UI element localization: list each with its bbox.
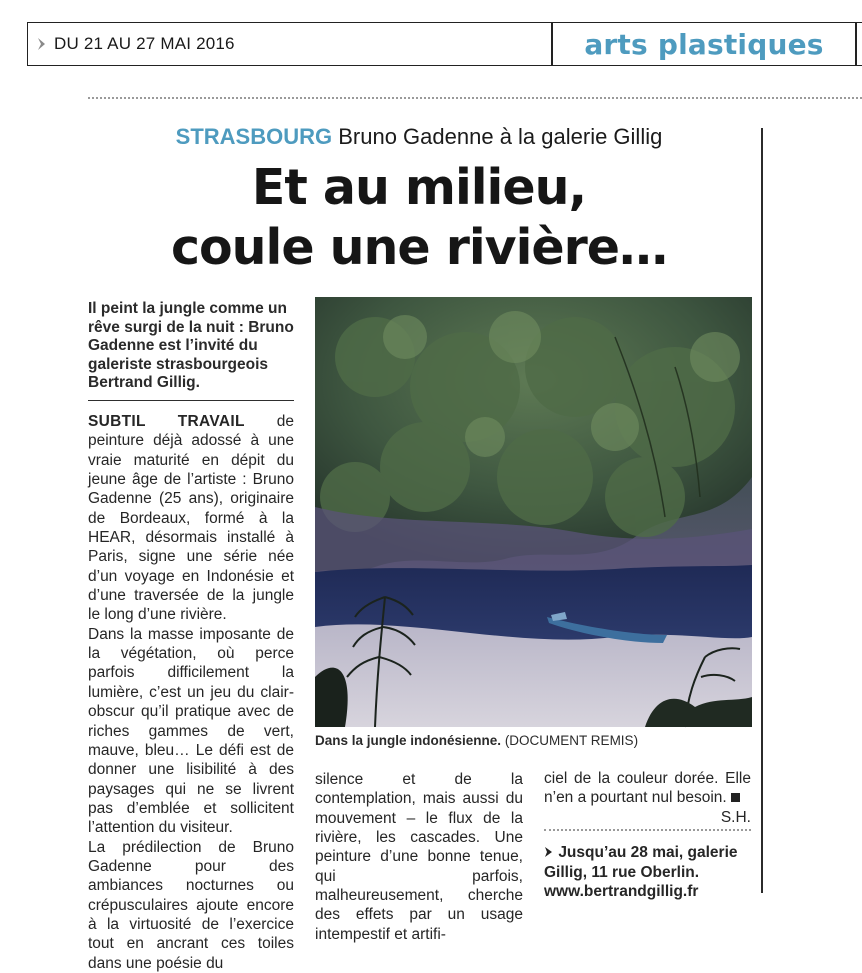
dotted-separator — [88, 97, 862, 99]
issue-date-box — [28, 23, 551, 65]
info-url[interactable]: www.bertrandgillig.fr — [544, 883, 699, 900]
body-paragraph-5 — [544, 769, 751, 808]
body-text-end: ciel de la couleur dorée. Elle n’en a pourtant nul besoin. — [544, 770, 751, 807]
body-text: de peinture déjà adossé à une vraie maturité en dépit du jeune âge de l’artiste : Bruno Gadenne (25 ans), originaire de Bordeaux, formé à la HEAR, désormais installé à Paris, signe une série née d’un voyage en Indonésie et d’une traversée de la jungle le long d’une rivière. — [88, 413, 294, 624]
headline — [88, 158, 750, 278]
caption-credit: (DOCUMENT REMIS) — [504, 733, 639, 748]
body-paragraph-3: La prédilection de Bruno Gadenne pour des ambiances nocturnes ou crépusculaires ajoute encore à la virtuosité de l’exercice tout en ancrant ces toiles dans une poésie du — [88, 838, 294, 972]
header-bar — [27, 22, 862, 66]
caption-text: Dans la jungle indonésienne. — [315, 733, 502, 748]
info-separator — [544, 829, 751, 831]
body-column-2 — [315, 770, 523, 944]
painting-image — [315, 297, 752, 727]
body-paragraph-2: Dans la masse imposante de la végétation, où perce parfois difficilement la lumière, c’est un jeu du clair-obscur qu’il pratique avec de riches gammes de vert, mauve, bleu… Le défi est de donner une lisibilité à des paysages qui ne se livrent pas d’emblée et sollicitent l’attention du visiteur. — [88, 625, 294, 837]
kicker-text: Bruno Gadenne à la galerie Gillig — [338, 124, 663, 149]
signature: S.H. — [720, 808, 751, 826]
rubric-label: arts plastiques — [584, 27, 824, 61]
end-square-icon — [731, 793, 740, 802]
body-column-1 — [88, 412, 294, 973]
body-column-3 — [544, 769, 751, 827]
info-box — [544, 843, 751, 902]
intro-rule — [88, 400, 294, 401]
intro-paragraph: Il peint la jungle comme un rêve surgi de la nuit : Bruno Gadenne est l’invité du galeriste strasbourgeois Bertrand Gillig. — [88, 300, 294, 391]
headline-line-2: coule une rivière… — [170, 219, 668, 276]
info-dates: Jusqu’au 28 mai, galerie Gillig, 11 rue Oberlin. — [544, 844, 738, 881]
photo-caption — [315, 733, 752, 748]
kicker-city: STRASBOURG — [175, 124, 333, 149]
column-rule — [761, 128, 763, 893]
chevron-right-icon — [34, 36, 50, 52]
body-paragraph-4: silence et de la contemplation, mais aussi du mouvement – le flux de la rivière, les cascades. Une peinture d’une bonne tenue, qui parfois, malheureusement, cherche des effets par un usage intempestif et artifi- — [315, 771, 523, 943]
body-lead: SUBTIL TRAVAIL — [88, 413, 245, 430]
jungle-painting-photo — [315, 297, 752, 727]
body-paragraph-1 — [88, 412, 294, 625]
kicker — [88, 124, 750, 150]
divider — [855, 22, 857, 66]
arrow-right-icon — [544, 846, 554, 858]
issue-date: DU 21 AU 27 MAI 2016 — [54, 34, 235, 53]
section-rubric — [553, 23, 855, 65]
headline-line-1: Et au milieu, — [251, 159, 587, 216]
